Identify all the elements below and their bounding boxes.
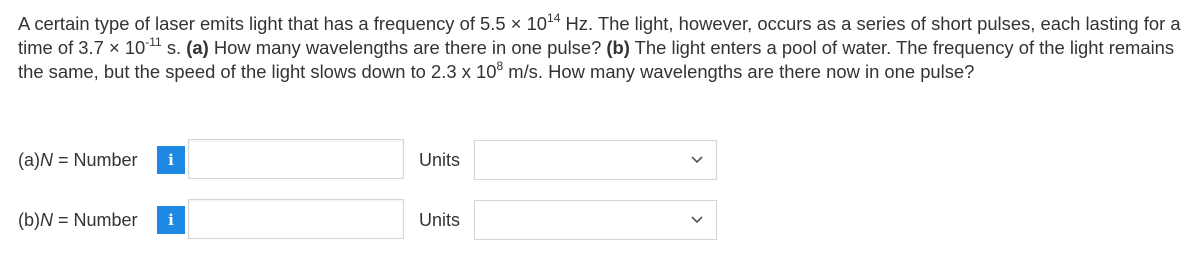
info-glyph: i — [168, 151, 174, 169]
question-part-2: Hz. The light, however, occurs as a series of short pulses, each lasting for a time of 3.7 × 10 — [18, 13, 1181, 58]
exponent-frequency: 14 — [547, 10, 561, 25]
info-icon[interactable] — [157, 206, 185, 234]
info-glyph: i — [168, 211, 174, 229]
answer-prefix-b: (b) — [18, 210, 40, 230]
question-part-3: s. — [161, 37, 187, 58]
answer-suffix-a: = Number — [53, 150, 138, 170]
units-select-b[interactable] — [474, 200, 717, 240]
answer-suffix-b: = Number — [53, 210, 138, 230]
number-input-b[interactable] — [188, 199, 404, 239]
units-label-b: Units — [419, 210, 461, 230]
question-part-5: The light enters a pool of water. The frequency of the light remains the same, but the speed of the light slows down to 2.3 x 10 — [18, 37, 1175, 82]
answer-row-b — [18, 199, 1188, 241]
question-text — [18, 12, 1188, 84]
part-a-marker: (a) — [186, 37, 209, 58]
answer-variable-b: N — [40, 210, 53, 230]
question-part-6: m/s. How many wavelengths are there now in one pulse? — [503, 61, 975, 82]
exponent-time: -11 — [145, 34, 162, 49]
answer-prefix-a: (a) — [18, 150, 40, 170]
units-select-a[interactable] — [474, 140, 717, 180]
answer-variable-a: N — [40, 150, 53, 170]
info-icon[interactable] — [157, 146, 185, 174]
question-part-1: A certain type of laser emits light that has a frequency of 5.5 × 10 — [18, 13, 548, 34]
answer-row-a — [18, 139, 1188, 181]
chevron-down-icon — [690, 152, 704, 166]
exponent-speed: 8 — [496, 58, 504, 73]
answer-label-b — [18, 209, 138, 231]
number-input-a[interactable] — [188, 139, 404, 179]
answer-label-a — [18, 149, 138, 171]
part-b-marker: (b) — [606, 37, 630, 58]
units-label-a: Units — [419, 150, 461, 170]
chevron-down-icon — [690, 212, 704, 226]
question-part-4: How many wavelengths are there in one pulse? — [208, 37, 607, 58]
